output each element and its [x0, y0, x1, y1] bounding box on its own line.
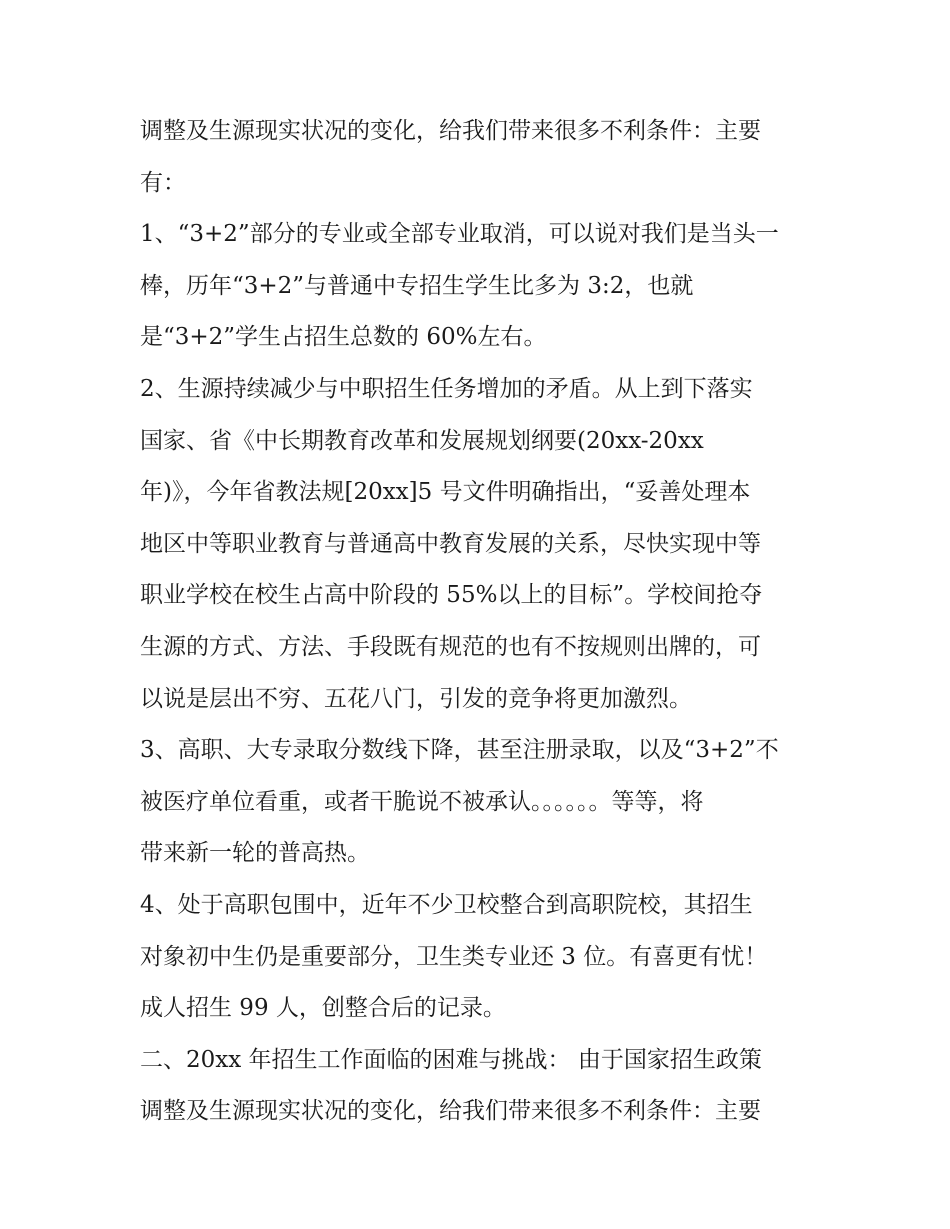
text-line: 二、20xx 年招生工作面临的困难与挑战： 由于国家招生政策	[140, 1046, 762, 1073]
text-line: 2、生源持续减少与中职招生任务增加的矛盾。从上到下落实	[140, 375, 753, 402]
text-line: 对象初中生仍是重要部分，卫生类专业还 3 位。有喜更有忧！	[140, 943, 768, 970]
text-line: 调整及生源现实状况的变化，给我们带来很多不利条件：主要	[140, 118, 761, 144]
text-line: 有：	[140, 169, 186, 196]
document-body	[140, 106, 830, 1138]
text-line: 地区中等职业教育与普通高中教育发展的关系，尽快实现中等	[140, 530, 761, 557]
text-line: 带来新一轮的普高热。	[140, 840, 370, 867]
text-line: 调整及生源现实状况的变化，给我们带来很多不利条件：主要	[140, 1098, 761, 1125]
text-line: 3、高职、大专录取分数线下降，甚至注册录取，以及“3+2”不	[140, 737, 779, 764]
text-line: 被医疗单位看重，或者干脆说不被承认。。。。。。等等，将	[140, 788, 704, 815]
text-line: 国家、省《中长期教育改革和发展规划纲要(20xx-20xx	[140, 427, 704, 454]
text-line: 1、“3+2”部分的专业或全部专业取消，可以说对我们是当头一	[140, 221, 779, 248]
text-line: 棒，历年“3+2”与普通中专招生学生比多为 3:2，也就	[140, 272, 694, 299]
text-line: 是“3+2”学生占招生总数的 60%左右。	[140, 324, 547, 351]
text-line: 成人招生 99 人，创整合后的记录。	[140, 995, 506, 1022]
text-line: 生源的方式、方法、手段既有规范的也有不按规则出牌的，可	[140, 633, 761, 660]
text-line: 以说是层出不穷、五花八门，引发的竞争将更加激烈。	[140, 685, 692, 712]
text-line: 4、处于高职包围中，近年不少卫校整合到高职院校，其招生	[140, 891, 753, 918]
text-line: 职业学校在校生占高中阶段的 55%以上的目标”。学校间抢夺	[140, 582, 763, 609]
text-line: 年)》，今年省教法规[20xx]5 号文件明确指出，“妥善处理本	[140, 479, 751, 506]
